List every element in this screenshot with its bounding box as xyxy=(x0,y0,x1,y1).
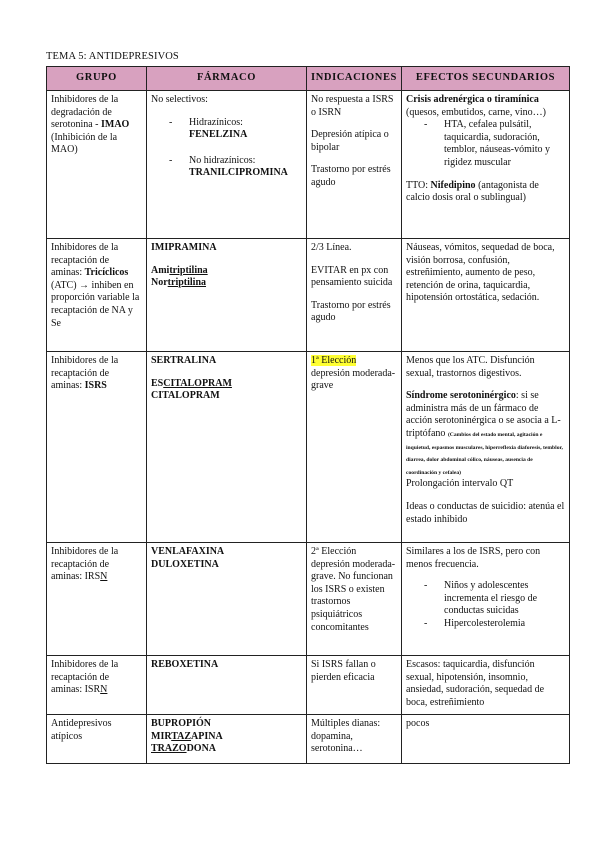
farmaco-label: Hidrazínicos: xyxy=(189,116,243,128)
header-indicaciones: INDICACIONES xyxy=(307,67,402,91)
drug-part: APINA xyxy=(191,730,223,742)
efecto-title: Síndrome serotoninérgico xyxy=(406,390,516,402)
drug-name xyxy=(151,743,302,756)
drug-name: BUPROPIÓN xyxy=(151,718,211,729)
indicacion: Múltiples dianas: dopamina, serotonina… xyxy=(311,718,381,755)
efecto-text: (quesos, embutidos, carne, vino…) xyxy=(406,106,546,118)
cell-efectos xyxy=(402,656,570,715)
efecto-item: - HTA, cefalea pulsátil, taquicardia, sudoración, temblor, náuseas-vómito y rigidez muscular xyxy=(424,119,565,169)
drug-part: DONA xyxy=(186,743,217,755)
cell-grupo xyxy=(47,352,147,543)
efecto-text: Menos que los ATC. Disfunción sexual, trastornos digestivos. xyxy=(406,355,535,379)
header-farmaco: FÁRMACO xyxy=(147,67,307,91)
cell-grupo xyxy=(47,239,147,352)
grupo-text: Inhibidores de la recaptación de aminas: xyxy=(51,355,119,392)
table-row-atipicos xyxy=(47,715,570,764)
indicacion-rest: depresión moderada-grave xyxy=(311,367,396,392)
drug-part-underlined: triptilina xyxy=(167,277,207,289)
cell-grupo xyxy=(47,543,147,656)
efecto-sindrome xyxy=(406,390,565,478)
drug-name xyxy=(151,378,302,391)
efecto-text: Ideas o conductas de suicidio: atenúa el estado inhibido xyxy=(406,500,565,525)
table-row-triciclicos xyxy=(47,239,570,352)
efecto-detail: : si se administra más de un fármaco de acción serotoninérgica o se asocia a L-triptófano xyxy=(406,390,561,439)
grupo-text-post: (Inhibición de la MAO) xyxy=(51,131,118,156)
tto-detail: (antagonista de calcio dosis oral o sublingual) xyxy=(406,179,539,204)
drug-name: DULOXETINA xyxy=(151,558,219,570)
efecto-title: Crisis adrenérgica o tiramínica xyxy=(406,94,539,105)
grupo-bold: ISRS xyxy=(84,380,107,392)
drug-part: Ami xyxy=(151,264,170,276)
cell-farmaco xyxy=(147,352,307,543)
efecto-small-note: (Cambios del estado mental, agitación e inquietud, espasmos musculares, hiperreflexia diaforesis, temblor, diarrea, dolor abdominal cólico, náuseas, ausencia de coordinación y cefalea) xyxy=(406,431,563,476)
drug-name: CITALOPRAM xyxy=(151,390,220,402)
drug-name xyxy=(151,731,302,744)
efecto-text: Náuseas, vómitos, sequedad de boca, visión borrosa, confusión, estreñimiento, aumento de peso, retención de orina, taquicardia, hipotensión ortostática, sedación. xyxy=(406,242,555,304)
drug-part-underlined: triptilina xyxy=(169,264,208,276)
cell-grupo xyxy=(47,715,147,764)
cell-efectos xyxy=(402,352,570,543)
indicacion: 2/3 Línea. xyxy=(311,242,352,253)
farmaco-intro: No selectivos: xyxy=(151,94,208,105)
cell-farmaco xyxy=(147,543,307,656)
drug-name xyxy=(151,265,302,278)
efecto-item: - Hipercolesterolemia xyxy=(424,618,565,631)
indicacion: No respuesta a ISRS o ISRN xyxy=(311,94,394,118)
highlighted-text: 1ª Elección xyxy=(311,355,357,366)
tto-drug: Nifedipino xyxy=(430,179,476,191)
table-row-isrs xyxy=(47,352,570,543)
efecto-item: - Niños y adolescentes incrementa el riesgo de conductas suicidas xyxy=(424,580,565,618)
cell-grupo xyxy=(47,656,147,715)
cell-grupo xyxy=(47,91,147,239)
indicacion: EVITAR en px con pensamiento suicida xyxy=(311,264,393,289)
page-title: TEMA 5: ANTIDEPRESIVOS xyxy=(46,51,179,62)
drug-name: TRANILCIPROMINA xyxy=(189,167,288,179)
table-row-irsn xyxy=(47,543,570,656)
header-grupo: GRUPO xyxy=(47,67,147,91)
drug-part: ES xyxy=(151,377,164,389)
header-efectos: EFECTOS SECUNDARIOS xyxy=(402,67,570,91)
cell-farmaco xyxy=(147,715,307,764)
table-header-row xyxy=(47,67,570,91)
cell-farmaco xyxy=(147,656,307,715)
grupo-bold: IMAO xyxy=(101,119,130,131)
grupo-text-post: (ATC) → inhiben en proporción variable la recaptación de NA y Se xyxy=(51,279,140,329)
cell-farmaco xyxy=(147,91,307,239)
tto-label: TTO: xyxy=(406,179,431,191)
table-row-isrn xyxy=(47,656,570,715)
drug-name: SERTRALINA xyxy=(151,355,217,366)
grupo-text: Inhibidores de la recaptación de aminas: xyxy=(51,242,119,279)
drug-part-underlined: TRAZO xyxy=(151,743,187,755)
table-row-imao xyxy=(47,91,570,239)
farmaco-label: No hidrazínicos: xyxy=(189,154,256,166)
grupo-underlined: N xyxy=(100,571,108,583)
farmaco-item xyxy=(169,155,302,180)
drug-part: MIR xyxy=(151,730,172,742)
drug-part-underlined: CITALOPRAM xyxy=(163,377,232,389)
efecto-text: Escasos: taquicardia, disfunción sexual, hipotensión, insomnio, ansiedad, sudoración, sequedad de boca, estreñimiento xyxy=(406,659,545,708)
indicacion: Trastorno por estrés agudo xyxy=(311,299,391,324)
cell-indicaciones xyxy=(307,656,402,715)
cell-efectos xyxy=(402,91,570,239)
grupo-text: Inhibidores de la degradación de serotonina - xyxy=(51,94,119,131)
drug-name: VENLAFAXINA xyxy=(151,546,225,557)
drug-part: Nor xyxy=(151,277,168,289)
drug-name: FENELZINA xyxy=(189,129,248,141)
indicacion xyxy=(311,355,397,393)
grupo-text: Inhibidores de la recaptación de aminas: ISR xyxy=(51,659,119,696)
efecto-text: Prolongación intervalo QT xyxy=(406,478,514,490)
indicacion: Trastorno por estrés agudo xyxy=(311,164,391,188)
grupo-bold: Tricíclicos xyxy=(84,267,129,279)
antidepressants-table xyxy=(46,66,570,764)
cell-indicaciones xyxy=(307,91,402,239)
cell-efectos xyxy=(402,543,570,656)
cell-indicaciones xyxy=(307,715,402,764)
grupo-underlined: N xyxy=(100,684,108,696)
drug-name: IMIPRAMINA xyxy=(151,242,217,253)
cell-indicaciones xyxy=(307,543,402,656)
indicacion: 2ª Elección depresión moderada-grave. No funcionan los ISRS o existen trastornos psiquiátricos concomitantes xyxy=(311,546,396,633)
cell-efectos xyxy=(402,715,570,764)
cell-indicaciones xyxy=(307,239,402,352)
indicacion: Si ISRS fallan o pierden eficacia xyxy=(311,659,376,683)
indicacion: Depresión atípica o bipolar xyxy=(311,129,389,153)
drug-part-underlined: TAZ xyxy=(171,730,192,742)
farmaco-item xyxy=(169,117,302,142)
grupo-text: Inhibidores de la recaptación de aminas: IRS xyxy=(51,546,119,583)
grupo-text: Antidepresivos atípicos xyxy=(51,718,112,742)
drug-name xyxy=(151,277,302,290)
cell-efectos xyxy=(402,239,570,352)
cell-indicaciones xyxy=(307,352,402,543)
efecto-text: pocos xyxy=(406,718,430,729)
efecto-tto xyxy=(406,180,565,205)
drug-name: REBOXETINA xyxy=(151,659,219,670)
cell-farmaco xyxy=(147,239,307,352)
efecto-text: Similares a los de ISRS, pero con menos frecuencia. xyxy=(406,546,541,570)
